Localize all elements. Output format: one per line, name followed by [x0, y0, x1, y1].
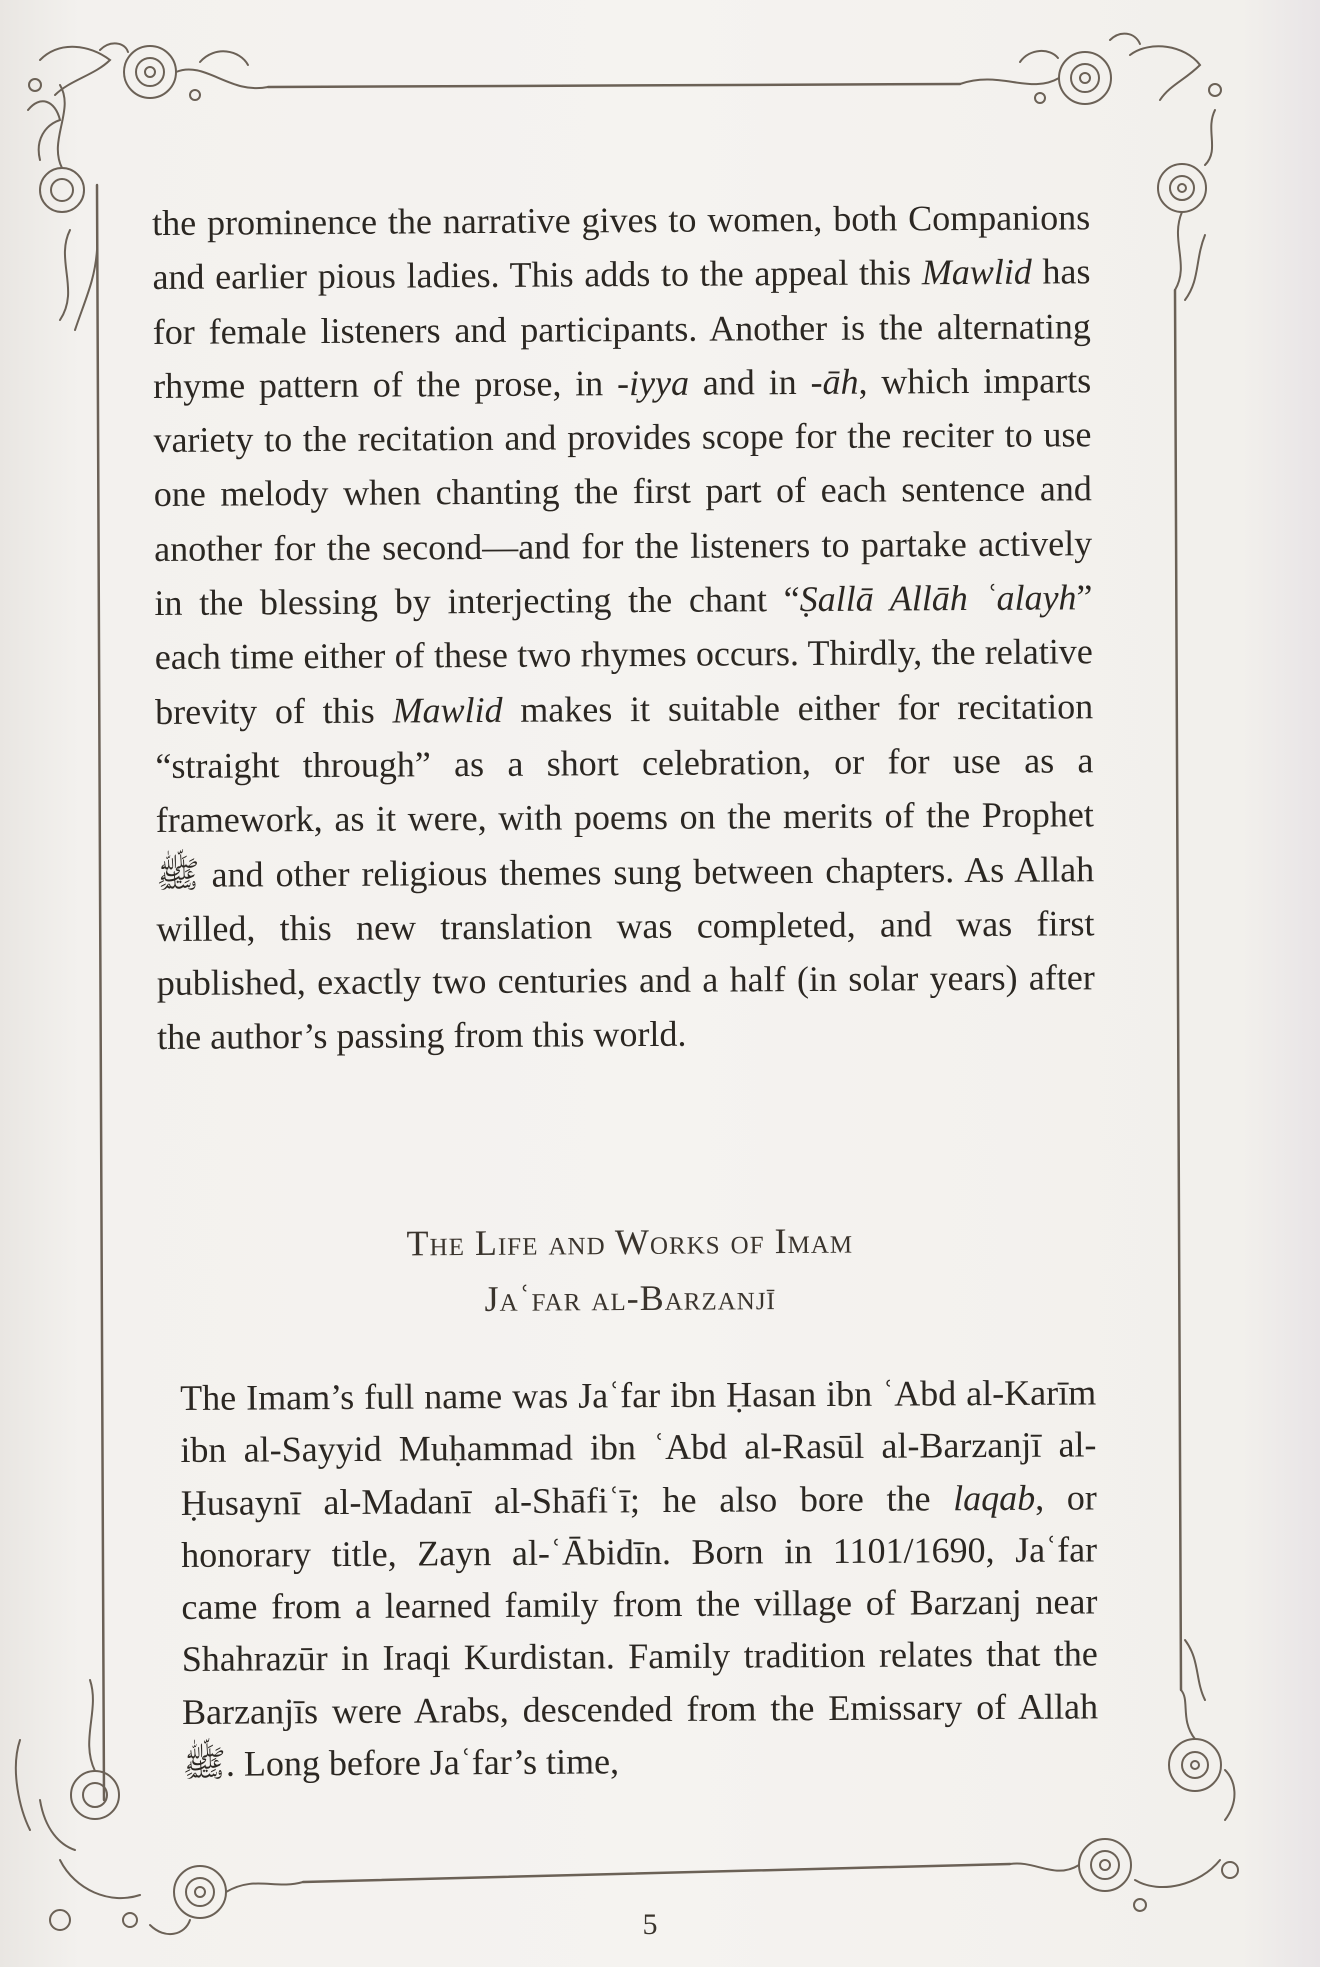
italic-term: Mawlid — [392, 689, 503, 731]
section-heading-line-1: The Life and Works of Imam — [406, 1220, 854, 1264]
paragraph-text — [180, 1366, 1099, 1790]
body-paragraph-2 — [180, 1366, 1099, 1790]
text-run: , which imparts variety to the recitation and provides scope for the reciter to use one melody when chanting the first part of each sentence and another for the second—and for the listeners to partake actively in the blessing by interjecting the chant “ — [153, 360, 1093, 624]
paragraph-text — [152, 190, 1095, 1064]
italic-term: -āh — [810, 361, 859, 402]
text-run: makes it suitable either for recitation “straight through” as a short celebration, or for use as a framework, as it were, with poems on the merits of the Prophet ﷺ and other religious themes sung between chapters. As Allah willed, this new translation was completed, and was first published, exactly two centuries and a half (in solar years) after the author’s passing from this world. — [155, 685, 1095, 1058]
text-run: the prominence the narrative gives to women, both Companions and earlier pious ladies. This adds to the appeal this — [152, 197, 1091, 298]
section-heading — [160, 1211, 1101, 1329]
text-run: and in — [688, 361, 811, 403]
body-paragraph-1 — [152, 190, 1095, 1064]
italic-term: laqab — [953, 1477, 1036, 1518]
text-run: ” each time either of these two rhymes occurs. Thirdly, the relative brevity of this — [154, 577, 1093, 732]
italic-term: Mawlid — [921, 251, 1032, 293]
italic-term: Ṣallā Allāh ʿalayh — [799, 577, 1077, 620]
text-run: The Imam’s full name was Jaʿfar ibn Ḥasan ibn ʿAbd al-Karīm ibn al-Sayyid Muḥammad ibn ʿAbd al-Rasūl al-Barzanjī al-Ḥusaynī al-Madanī al-Shāfiʿī; he also bore the — [180, 1372, 1097, 1523]
text-run: , or honorary title, Zayn al-ʿĀbidīn. Born in 1101/1690, Jaʿfar came from a learned family from the village of Barzanj near Shahrazūr in Iraqi Kurdistan. Family tradition relates that the Barzanjīs were Arabs, descended from the Emissary of Allah ﷺ. Long before Jaʿfar’s time, — [180, 1476, 1099, 1785]
text-run: has for female listeners and participants. Another is the alternating rhyme pattern of the prose, in — [152, 251, 1091, 406]
page-number: 5 — [642, 1908, 658, 1941]
italic-term: -iyya — [616, 362, 690, 404]
section-heading-line-2: Jaʿfar al-Barzanjī — [484, 1277, 776, 1319]
